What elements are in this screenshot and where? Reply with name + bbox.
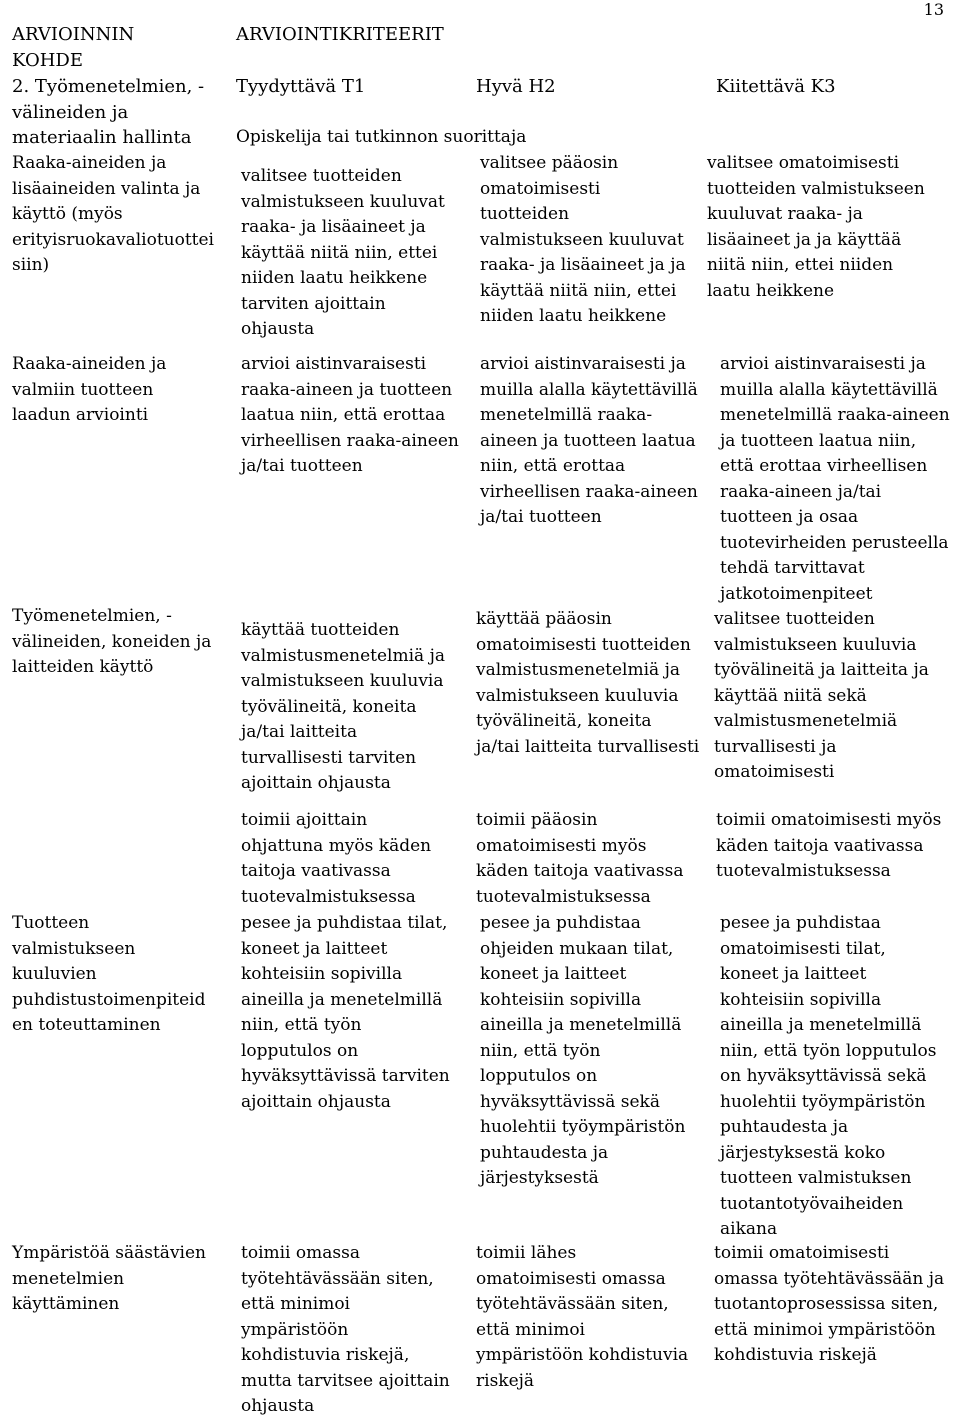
text-line: toimii pääosin bbox=[476, 810, 598, 830]
text-line: raaka- ja lisäaineet ja ja bbox=[480, 255, 686, 275]
text-line: ympäristöön kohdistuvia bbox=[476, 1345, 689, 1365]
text-line: omatoimisesti bbox=[480, 178, 601, 199]
text-line: ja tuotteen laatua niin, bbox=[720, 430, 917, 451]
criteria-title: ARVIOINTIKRITEERIT bbox=[236, 24, 444, 45]
text-line: laitteiden käyttö bbox=[12, 657, 154, 677]
text-line: että minimoi bbox=[241, 1294, 350, 1314]
text-line: ARVIOINNIN bbox=[12, 24, 135, 45]
text-line: aineilla ja menetelmillä bbox=[241, 989, 443, 1010]
text-line: valmiin tuotteen bbox=[12, 379, 154, 400]
text-line: virheellisen raaka-aineen bbox=[480, 481, 698, 502]
criteria-h2-row6 bbox=[476, 1241, 688, 1394]
text-line: koneet ja laitteet bbox=[241, 938, 388, 959]
text-line: valitsee tuotteiden bbox=[714, 609, 875, 629]
text-line: pesee ja puhdistaa tilat, bbox=[241, 913, 448, 933]
text-line: valmistukseen kuuluvia bbox=[714, 634, 917, 655]
text-line: Tuotteen bbox=[12, 913, 90, 933]
text-line: menetelmillä raaka- bbox=[480, 405, 653, 425]
text-line: raaka- ja lisäaineet ja bbox=[241, 217, 426, 237]
text-line: valmistukseen kuuluvia bbox=[241, 671, 444, 691]
criteria-t1-row2 bbox=[241, 352, 459, 480]
text-line: valmistusmenetelmiä ja bbox=[476, 660, 680, 680]
text-line: kohteisiin sopivilla bbox=[241, 964, 403, 984]
section-title bbox=[12, 74, 222, 151]
text-line: Työmenetelmien, - bbox=[12, 606, 172, 626]
text-line: käyttää niitä sekä bbox=[714, 685, 867, 706]
text-line: puhdistustoimenpiteid bbox=[12, 989, 206, 1010]
text-line: valmistusmenetelmiä bbox=[714, 711, 898, 731]
text-line: käyttää pääosin bbox=[476, 609, 612, 629]
criteria-k3-row5 bbox=[720, 911, 936, 1243]
text-line: että minimoi ympäristöön bbox=[714, 1319, 936, 1340]
criteria-t1-row5 bbox=[241, 911, 450, 1115]
header-target-label bbox=[12, 22, 222, 73]
text-line: valitsee tuotteiden bbox=[241, 166, 402, 186]
text-line: virheellisen raaka-aineen bbox=[241, 430, 459, 451]
text-line: laatu heikkene bbox=[707, 280, 835, 301]
text-line: aineilla ja menetelmillä bbox=[720, 1015, 922, 1035]
text-line: tuotantotyövaiheiden bbox=[720, 1193, 904, 1214]
text-line: niiden laatu heikkene bbox=[480, 306, 667, 326]
text-line: valmistukseen kuuluvia bbox=[476, 685, 679, 706]
text-line: raaka-aineen ja/tai bbox=[720, 481, 882, 502]
text-line: taitoja vaativassa bbox=[241, 861, 391, 881]
text-line: tuotevalmistuksessa bbox=[476, 886, 651, 907]
text-line: Raaka-aineiden ja bbox=[12, 354, 167, 374]
text-line: riskejä bbox=[476, 1370, 535, 1391]
text-line: Ympäristöä säästävien bbox=[12, 1243, 206, 1263]
criteria-k3-row3 bbox=[714, 607, 929, 786]
text-line: omatoimisesti omassa bbox=[476, 1268, 666, 1289]
text-line: käden taitoja vaativassa bbox=[476, 861, 684, 881]
text-line: tuotteen ja osaa bbox=[720, 507, 859, 527]
text-line: menetelmien bbox=[12, 1268, 125, 1289]
text-line: aineilla ja menetelmillä bbox=[480, 1015, 682, 1035]
text-line: tuotteen valmistuksen bbox=[720, 1168, 912, 1188]
criteria-h2-row5 bbox=[480, 911, 685, 1192]
text-line: arvioi aistinvaraisesti bbox=[241, 354, 427, 374]
level-t1: Tyydyttävä T1 bbox=[236, 76, 366, 97]
text-line: KOHDE bbox=[12, 49, 83, 71]
text-line: ja/tai laitteita bbox=[241, 722, 358, 742]
text-line: niin, että työn bbox=[480, 1040, 601, 1061]
text-line: ohjeiden mukaan tilat, bbox=[480, 938, 674, 959]
text-line: on hyväksyttävissä sekä bbox=[720, 1066, 927, 1086]
text-line: tehdä tarvittavat bbox=[720, 558, 865, 578]
target-tools-usage bbox=[12, 604, 211, 681]
text-line: niin, että erottaa bbox=[480, 456, 626, 476]
text-line: ja/tai tuotteen bbox=[480, 507, 602, 527]
text-line: koneet ja laitteet bbox=[480, 964, 627, 984]
text-line: ohjausta bbox=[241, 1396, 315, 1416]
text-line: jatkotoimenpiteet bbox=[720, 583, 873, 604]
text-line: laatua niin, että erottaa bbox=[241, 405, 446, 425]
text-line: omatoimisesti bbox=[714, 762, 835, 782]
criteria-h2-row4 bbox=[476, 808, 683, 910]
level-h2: Hyvä H2 bbox=[476, 76, 556, 97]
text-line: en toteuttaminen bbox=[12, 1015, 161, 1035]
text-line: ympäristöön bbox=[241, 1319, 349, 1340]
text-line: lopputulos on bbox=[480, 1066, 598, 1086]
text-line: omatoimisesti myös bbox=[476, 835, 647, 856]
text-line: tuotteiden valmistukseen bbox=[707, 178, 925, 199]
text-line: turvallisesti tarviten bbox=[241, 747, 417, 768]
text-line: tuotteiden bbox=[480, 204, 570, 224]
text-line: ohjattuna myös käden bbox=[241, 835, 432, 856]
text-line: käyttää tuotteiden bbox=[241, 620, 400, 640]
target-raw-materials-selection bbox=[12, 151, 214, 279]
text-line: puhtaudesta ja bbox=[480, 1142, 609, 1163]
text-line: toimii omatoimisesti myös bbox=[716, 810, 942, 830]
text-line: järjestyksestä koko bbox=[720, 1142, 886, 1163]
text-line: käyttää niitä niin, ettei bbox=[480, 280, 677, 301]
text-line: käyttää niitä niin, ettei bbox=[241, 242, 438, 263]
text-line: erityisruokavaliotuottei bbox=[12, 229, 214, 250]
text-line: kohteisiin sopivilla bbox=[720, 989, 882, 1010]
text-line: kuuluvat raaka- ja bbox=[707, 204, 863, 224]
subject-line: Opiskelija tai tutkinnon suorittaja bbox=[236, 127, 527, 147]
text-line: valitsee pääosin bbox=[480, 153, 619, 173]
text-line: kohdistuvia riskejä bbox=[714, 1345, 877, 1365]
text-line: tuotevalmistuksessa bbox=[716, 861, 891, 881]
text-line: muilla alalla käytettävillä bbox=[480, 379, 698, 400]
text-line: valmistukseen kuuluvat bbox=[480, 229, 684, 250]
criteria-k3-row1 bbox=[707, 151, 925, 304]
text-line: toimii ajoittain bbox=[241, 810, 368, 830]
target-environment bbox=[12, 1241, 206, 1318]
text-line: ja/tai laitteita turvallisesti bbox=[476, 736, 700, 757]
text-line: valmistusmenetelmiä ja bbox=[241, 645, 445, 666]
text-line: pesee ja puhdistaa bbox=[720, 913, 881, 933]
text-line: hyväksyttävissä tarviten bbox=[241, 1066, 450, 1086]
text-line: ohjausta bbox=[241, 319, 315, 339]
text-line: valitsee omatoimisesti bbox=[707, 153, 900, 173]
text-line: käyttö (myös bbox=[12, 204, 123, 224]
text-line: ja/tai tuotteen bbox=[241, 456, 363, 476]
level-k3: Kiitettävä K3 bbox=[716, 76, 836, 97]
text-line: työvälineitä, koneita bbox=[476, 711, 652, 731]
text-line: koneet ja laitteet bbox=[720, 964, 867, 984]
criteria-h2-row1 bbox=[480, 151, 686, 330]
target-cleaning bbox=[12, 911, 206, 1039]
text-line: työvälineitä, koneita bbox=[241, 696, 417, 717]
text-line: aikana bbox=[720, 1219, 778, 1239]
text-line: kuuluvien bbox=[12, 964, 97, 984]
text-line: arvioi aistinvaraisesti ja bbox=[720, 354, 926, 374]
text-line: huolehtii työympäristön bbox=[720, 1091, 926, 1112]
text-line: niin, että työn lopputulos bbox=[720, 1040, 937, 1061]
text-line: arvioi aistinvaraisesti ja bbox=[480, 354, 686, 374]
text-line: että erottaa virheellisen bbox=[720, 456, 928, 476]
text-line: raaka-aineen ja tuotteen bbox=[241, 379, 453, 400]
criteria-h2-row2 bbox=[480, 352, 698, 531]
text-line: puhtaudesta ja bbox=[720, 1117, 849, 1137]
text-line: materiaalin hallinta bbox=[12, 127, 192, 148]
text-line: omatoimisesti tuotteiden bbox=[476, 634, 691, 655]
page-number: 13 bbox=[923, 0, 944, 19]
text-line: kohteisiin sopivilla bbox=[480, 989, 642, 1010]
text-line: omatoimisesti tilat, bbox=[720, 938, 886, 959]
text-line: siin) bbox=[12, 255, 50, 275]
criteria-t1-row3 bbox=[241, 618, 445, 797]
text-line: Raaka-aineiden ja bbox=[12, 153, 167, 173]
criteria-t1-row6 bbox=[241, 1241, 450, 1420]
assessment-table bbox=[4, 18, 954, 1420]
text-line: 2. Työmenetelmien, - bbox=[12, 76, 205, 97]
text-line: niitä niin, ettei niiden bbox=[707, 255, 894, 275]
criteria-t1-row1 bbox=[241, 164, 445, 343]
criteria-t1-row4 bbox=[241, 808, 431, 910]
text-line: työtehtävässään siten, bbox=[476, 1294, 669, 1314]
text-line: valmistukseen bbox=[12, 938, 136, 959]
text-line: aineen ja tuotteen laatua bbox=[480, 430, 696, 451]
text-line: valmistukseen kuuluvat bbox=[241, 191, 445, 212]
target-quality-assessment bbox=[12, 352, 166, 429]
text-line: turvallisesti ja bbox=[714, 736, 837, 757]
text-line: muilla alalla käytettävillä bbox=[720, 379, 938, 400]
criteria-k3-row4 bbox=[716, 808, 941, 885]
text-line: niiden laatu heikkene bbox=[241, 268, 428, 288]
text-line: työvälineitä ja laitteita ja bbox=[714, 660, 929, 680]
text-line: mutta tarvitsee ajoittain bbox=[241, 1370, 450, 1391]
text-line: lisäaineiden valinta ja bbox=[12, 178, 201, 199]
text-line: ajoittain ohjausta bbox=[241, 1091, 391, 1112]
text-line: tuotevalmistuksessa bbox=[241, 886, 416, 907]
text-line: ajoittain ohjausta bbox=[241, 773, 391, 793]
criteria-k3-row6 bbox=[714, 1241, 944, 1369]
text-line: että minimoi bbox=[476, 1319, 585, 1340]
text-line: käden taitoja vaativassa bbox=[716, 835, 924, 856]
text-line: toimii omatoimisesti bbox=[714, 1243, 890, 1263]
text-line: pesee ja puhdistaa bbox=[480, 913, 641, 933]
text-line: laadun arviointi bbox=[12, 405, 149, 425]
text-line: lopputulos on bbox=[241, 1040, 359, 1061]
text-line: niin, että työn bbox=[241, 1015, 362, 1035]
text-line: menetelmillä raaka-aineen bbox=[720, 405, 950, 425]
text-line: välineiden, koneiden ja bbox=[12, 631, 212, 652]
criteria-h2-row3 bbox=[476, 607, 699, 760]
text-line: työtehtävässään siten, bbox=[241, 1268, 434, 1289]
text-line: lisäaineet ja ja käyttää bbox=[707, 229, 902, 250]
text-line: omassa työtehtävässään ja bbox=[714, 1268, 945, 1289]
text-line: huolehtii työympäristön bbox=[480, 1117, 686, 1137]
text-line: toimii lähes bbox=[476, 1243, 577, 1263]
criteria-k3-row2 bbox=[720, 352, 950, 607]
text-line: toimii omassa bbox=[241, 1243, 360, 1263]
text-line: kohdistuvia riskejä, bbox=[241, 1345, 410, 1365]
text-line: tarviten ajoittain bbox=[241, 293, 386, 314]
text-line: välineiden ja bbox=[12, 101, 129, 123]
text-line: tuotantoprosessissa siten, bbox=[714, 1294, 939, 1314]
text-line: järjestyksestä bbox=[480, 1168, 599, 1188]
text-line: käyttäminen bbox=[12, 1294, 120, 1314]
text-line: tuotevirheiden perusteella bbox=[720, 532, 949, 553]
text-line: hyväksyttävissä sekä bbox=[480, 1091, 660, 1112]
